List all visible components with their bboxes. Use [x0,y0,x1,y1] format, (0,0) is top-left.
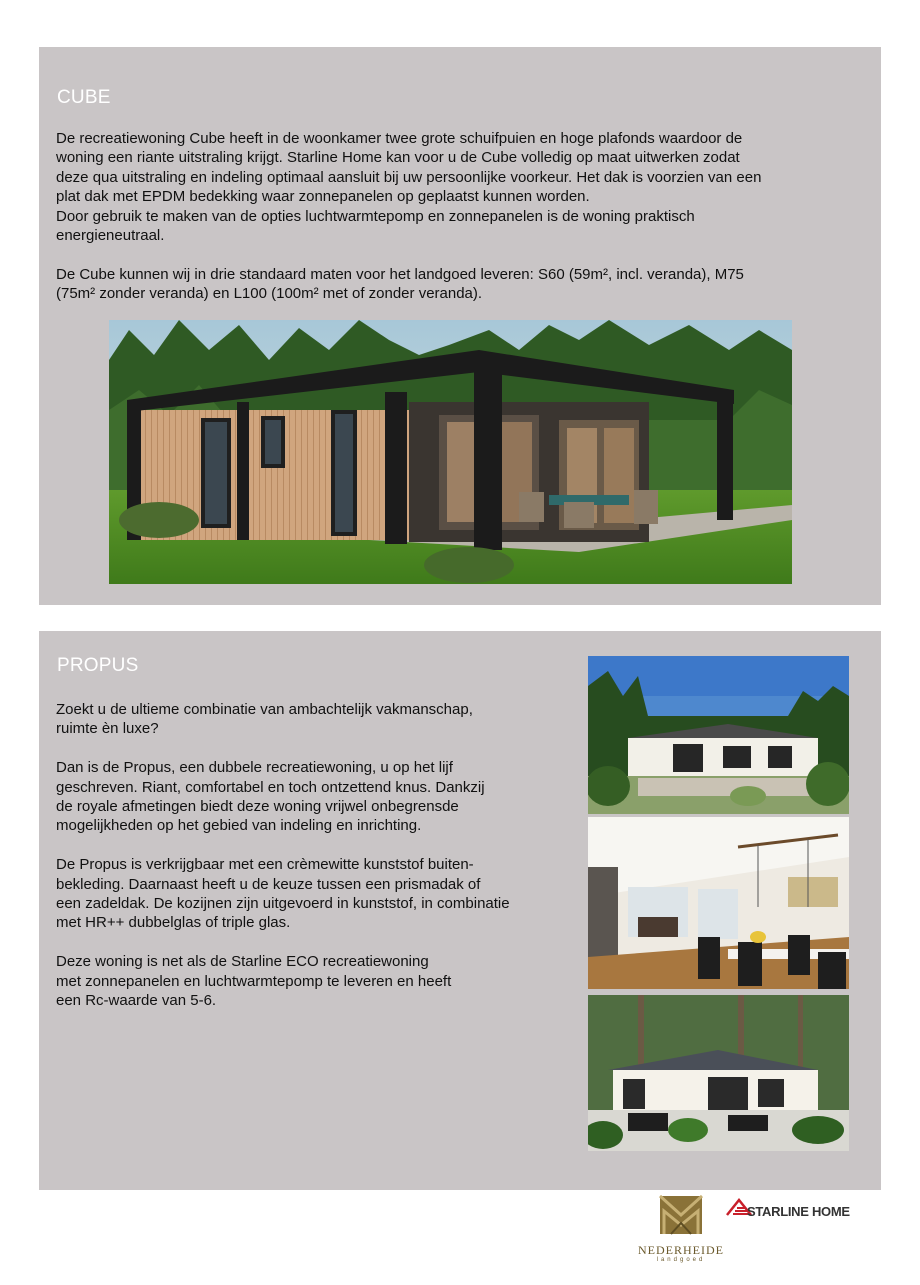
cube-house-photo [109,320,792,584]
nederheide-name: NEDERHEIDE [638,1243,724,1257]
propus-line: De Propus is verkrijgbaar met een crèmewitte kunststof buiten- [56,856,474,874]
propus-description [56,700,510,1010]
propus-terrace-photo [588,995,849,1151]
cube-line: (75m² zonder veranda) en L100 (100m² met of zonder veranda). [56,285,483,303]
nederheide-subtitle: landgoed [656,1257,706,1263]
cube-section [39,47,881,605]
propus-line: bekleding. Daarnaast heeft u de keuze tussen een prismadak of [56,875,481,893]
cube-line: energieneutraal. [56,227,165,245]
cube-line: deze qua uitstraling en indeling optimaal aansluit bij uw persoonlijke voorkeur. Het dak is voorzien van een [56,168,762,186]
propus-exterior-photo [588,656,849,814]
cube-line: De recreatiewoning Cube heeft in de woonkamer twee grote schuifpuien en hoge plafonds waardoor de [56,130,743,147]
cube-line: De Cube kunnen wij in drie standaard maten voor het landgoed leveren: S60 (59m², incl. veranda), M75 [56,265,744,283]
cube-description [56,129,761,304]
propus-line: met HR++ dubbelglas of triple glas. [56,914,291,932]
propus-line: een Rc-waarde van 5-6. [56,992,217,1010]
cube-title: CUBE [57,87,111,108]
propus-line: Deze woning is net als de Starline ECO recreatiewoning [56,953,429,971]
propus-line: mogelijkheden op het gebied van indeling en inrichting. [56,817,422,835]
propus-line: Dan is de Propus, een dubbele recreatiewoning, u op het lijf [56,759,453,777]
propus-line: met zonnepanelen en luchtwarmtepomp te leveren en heeft [56,972,452,990]
propus-line: ruimte èn luxe? [56,720,159,738]
propus-line: geschreven. Riant, comfortabel en toch ontzettend knus. Dankzij [56,778,485,796]
cube-line: Door gebruik te maken van de opties luchtwarmtepomp en zonnepanelen is de woning praktisch [56,207,695,225]
starline-home-wordmark: STARLINE HOME [747,1204,850,1219]
propus-line: de royale afmetingen biedt deze woning vrijwel onbegrensde [56,798,459,816]
propus-line: een zadeldak. De kozijnen zijn uitgevoerd in kunststof, in combinatie [56,895,510,913]
cube-line: woning een riante uitstraling krijgt. Starline Home kan voor u de Cube volledig op maat uitwerken zodat [56,149,740,167]
propus-section [39,631,881,1190]
propus-line: Zoekt u de ultieme combinatie van ambachtelijk vakmanschap, [56,701,473,718]
propus-interior-photo [588,817,849,989]
cube-line: plat dak met EPDM bedekking waar zonnepanelen op geplaatst kunnen worden. [56,188,590,206]
propus-title: PROPUS [57,655,139,676]
